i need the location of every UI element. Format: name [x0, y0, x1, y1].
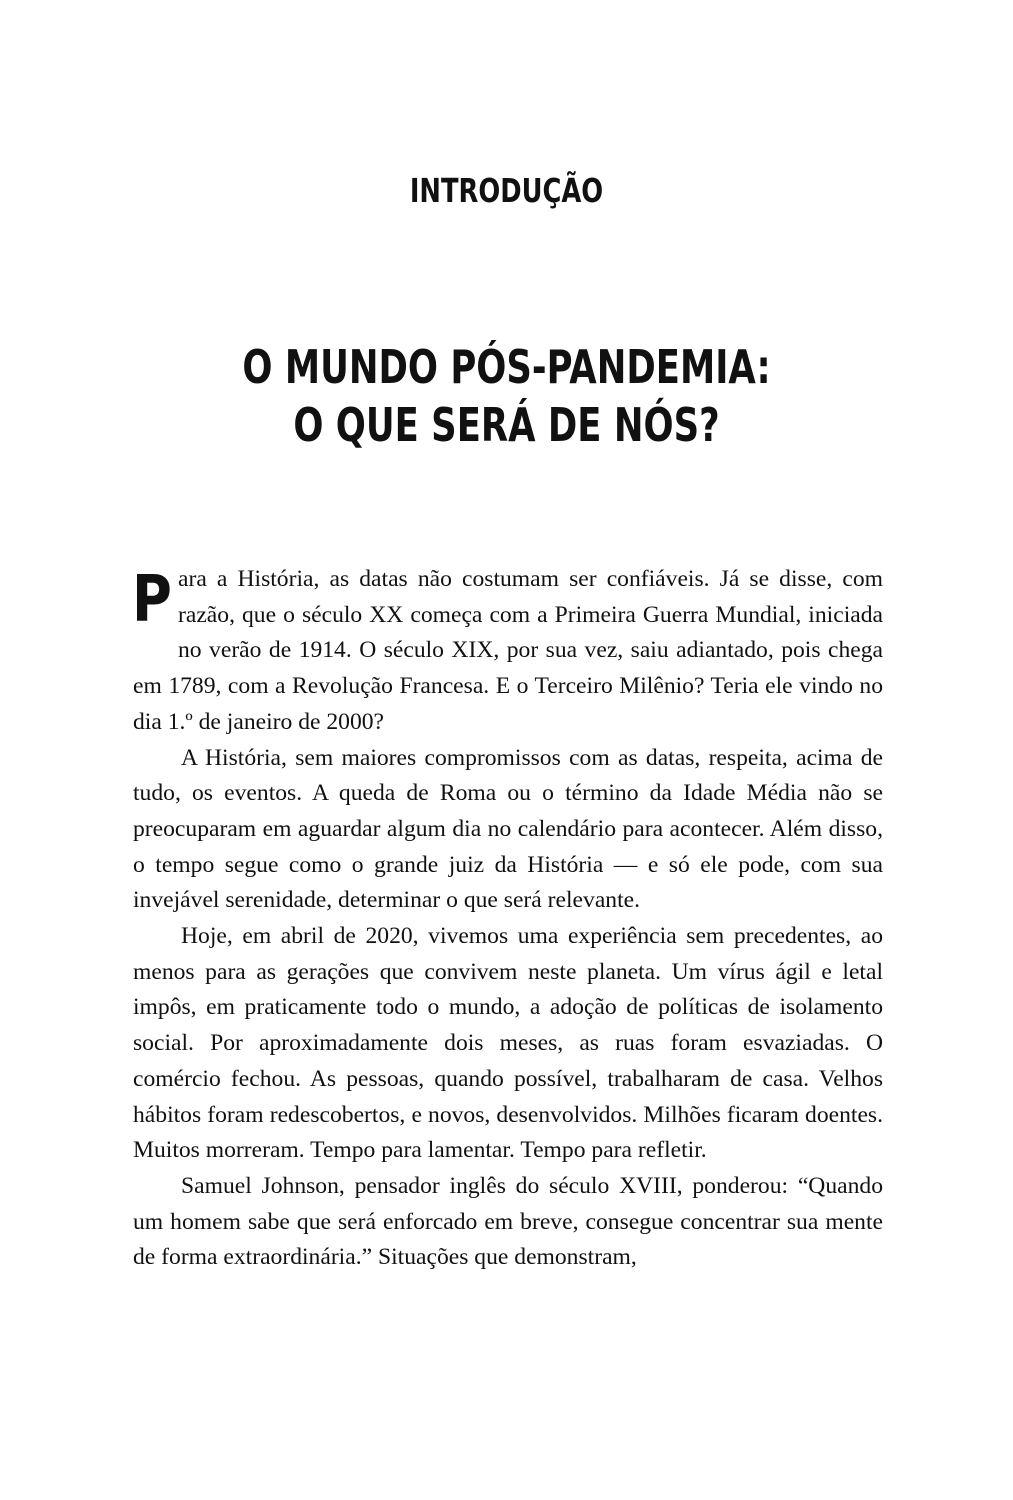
chapter-title-line-1: O MUNDO PÓS-PANDEMIA:	[242, 340, 771, 394]
chapter-title	[116, 338, 896, 454]
drop-cap: P	[132, 563, 172, 637]
section-label: INTRODUÇÃO	[409, 171, 604, 210]
paragraph-1	[133, 562, 883, 741]
paragraph-3: Hoje, em abril de 2020, vivemos uma experiência sem precedentes, ao menos para as gerações que convivem neste planeta. Um vírus ágil e letal impôs, em praticamente todo o mundo, a adoção de políticas de isolamento social. Por aproximadamente dois meses, as ruas foram esvaziadas. O comércio fechou. As pessoas, quando possível, trabalharam de casa. Velhos hábitos foram redescobertos, e novos, desenvolvidos. Milhões ficaram doentes. Muitos morreram. Tempo para lamentar. Tempo para refletir.	[133, 923, 883, 1164]
paragraph-4: Samuel Johnson, pensador inglês do século XVIII, ponderou: “Quando um homem sabe que será enforcado em breve, consegue concentrar sua mente de forma extraordinária.” Situações que demonstram,	[133, 1172, 883, 1271]
body-text	[133, 562, 883, 1276]
chapter-title-line-2: O QUE SERÁ DE NÓS?	[293, 398, 720, 452]
paragraph-2: A História, sem maiores compromissos com as datas, respeita, acima de tudo, os eventos. A queda de Roma ou o término da Idade Média não se preocuparam em aguardar algum dia no calendário para acontecer. Além disso, o tempo segue como o grande juiz da História — e só ele pode, com sua invejável serenidade, determinar o que será relevante.	[133, 744, 883, 914]
paragraph-1-text: ara a História, as datas não costumam ser confiáveis. Já se disse, com razão, que o século XX começa com a Primeira Guerra Mundial, iniciada no verão de 1914. O século XIX, por sua vez, saiu adiantado, pois chega em 1789, com a Revolução Francesa. E o Terceiro Milênio? Teria ele vindo no dia 1.º de janeiro de 2000?	[133, 566, 883, 735]
